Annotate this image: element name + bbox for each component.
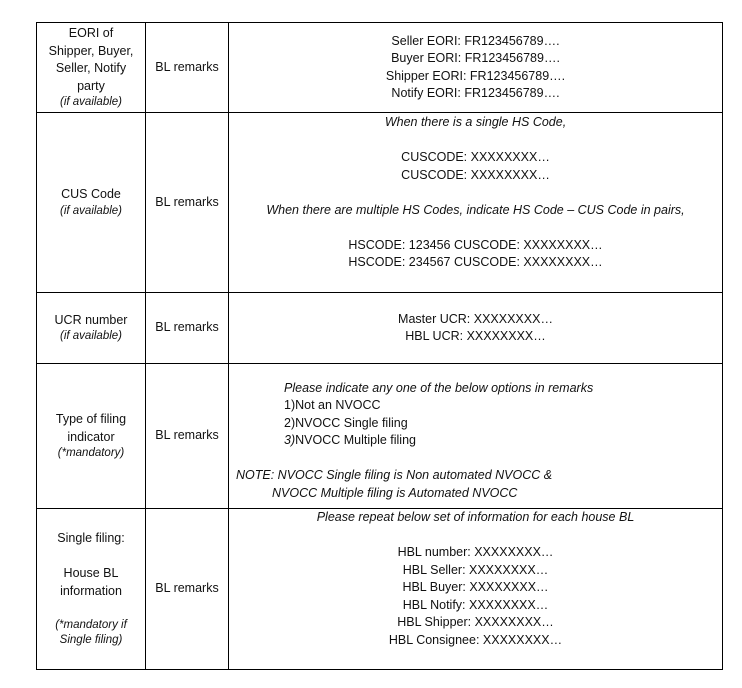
example-line: Buyer EORI: FR123456789…. [391,51,560,65]
table-row-cus-code [37,113,723,293]
option-number: 3) [284,433,296,448]
field-cell [37,364,146,509]
example-line: HBL Seller: XXXXXXXX… [402,562,549,577]
repeat-intro: Please repeat below set of information for each house BL [316,510,635,524]
field-label: Shipper, Buyer, [48,43,134,58]
example-line: HBL Notify: XXXXXXXX… [402,597,549,612]
location-cell: BL remarks [146,293,229,364]
example-line: HBL Shipper: XXXXXXXX… [397,615,554,629]
option-text: NVOCC Multiple filing [295,433,416,448]
table-row-ucr-number [37,293,723,364]
option-number: 1) [284,398,296,413]
example-line: CUSCODE: XXXXXXXX… [401,150,550,164]
example-line: HBL number: XXXXXXXX… [397,545,554,559]
note-line: NOTE: NVOCC Single filing is Non automated NVOCC & [236,468,553,483]
field-cell [37,113,146,293]
option-number: 2) [284,415,296,430]
field-qualifier: (*mandatory) [57,447,125,459]
field-label: information [60,583,122,598]
example-cell [229,509,723,670]
option-item [284,397,718,415]
table-row-eori [37,23,723,113]
field-label: Seller, Notify [55,61,127,75]
filing-requirements-table [36,22,723,670]
field-cell [37,23,146,113]
example-line: HSCODE: 234567 CUSCODE: XXXXXXXX… [348,255,603,269]
example-cell [229,113,723,293]
table-row-house-bl [37,509,723,670]
field-label: UCR number [54,312,128,327]
field-qualifier: (if available) [60,204,122,217]
example-line: CUSCODE: XXXXXXXX… [401,167,550,182]
field-label: Type of filing [55,412,127,426]
option-text: NVOCC Single filing [295,415,408,430]
location-cell: BL remarks [146,364,229,509]
single-hs-intro: When there is a single HS Code, [384,115,567,129]
location-cell: BL remarks [146,23,229,113]
location-cell: BL remarks [146,113,229,293]
option-text: Not an NVOCC [295,398,381,413]
field-qualifier: (if available) [60,330,122,343]
field-label: CUS Code [61,187,121,202]
field-title: Single filing: [57,531,125,546]
field-qualifier: (*mandatory if [55,618,127,631]
example-cell [229,364,723,509]
note [233,467,718,502]
field-label: indicator [67,429,115,444]
field-label: House BL [63,566,119,581]
example-line: HBL Buyer: XXXXXXXX… [402,580,549,594]
example-cell [229,23,723,113]
example-line: Shipper EORI: FR123456789…. [385,68,566,83]
example-cell [229,293,723,364]
option-item [284,415,718,433]
note-line: NVOCC Multiple filing is Automated NVOCC [272,485,518,500]
example-line: Master UCR: XXXXXXXX… [398,311,553,326]
example-line: Seller EORI: FR123456789…. [391,33,560,48]
location-cell: BL remarks [146,509,229,670]
field-cell [37,509,146,670]
options-intro: Please indicate any one of the below options in remarks [284,380,594,395]
field-label: EORI of [68,26,114,40]
example-line: HSCODE: 123456 CUSCODE: XXXXXXXX… [348,237,603,252]
field-qualifier: (if available) [60,96,122,108]
example-line: Notify EORI: FR123456789…. [391,86,560,100]
field-label: party [77,78,105,93]
table-row-filing-type [37,364,723,509]
example-line: HBL UCR: XXXXXXXX… [405,329,546,343]
field-qualifier: Single filing) [59,633,123,646]
option-item [284,432,718,450]
options-list [233,397,718,450]
multi-hs-intro: When there are multiple HS Codes, indicate HS Code – CUS Code in pairs, [266,202,685,217]
field-cell [37,293,146,364]
example-line: HBL Consignee: XXXXXXXX… [388,632,563,647]
